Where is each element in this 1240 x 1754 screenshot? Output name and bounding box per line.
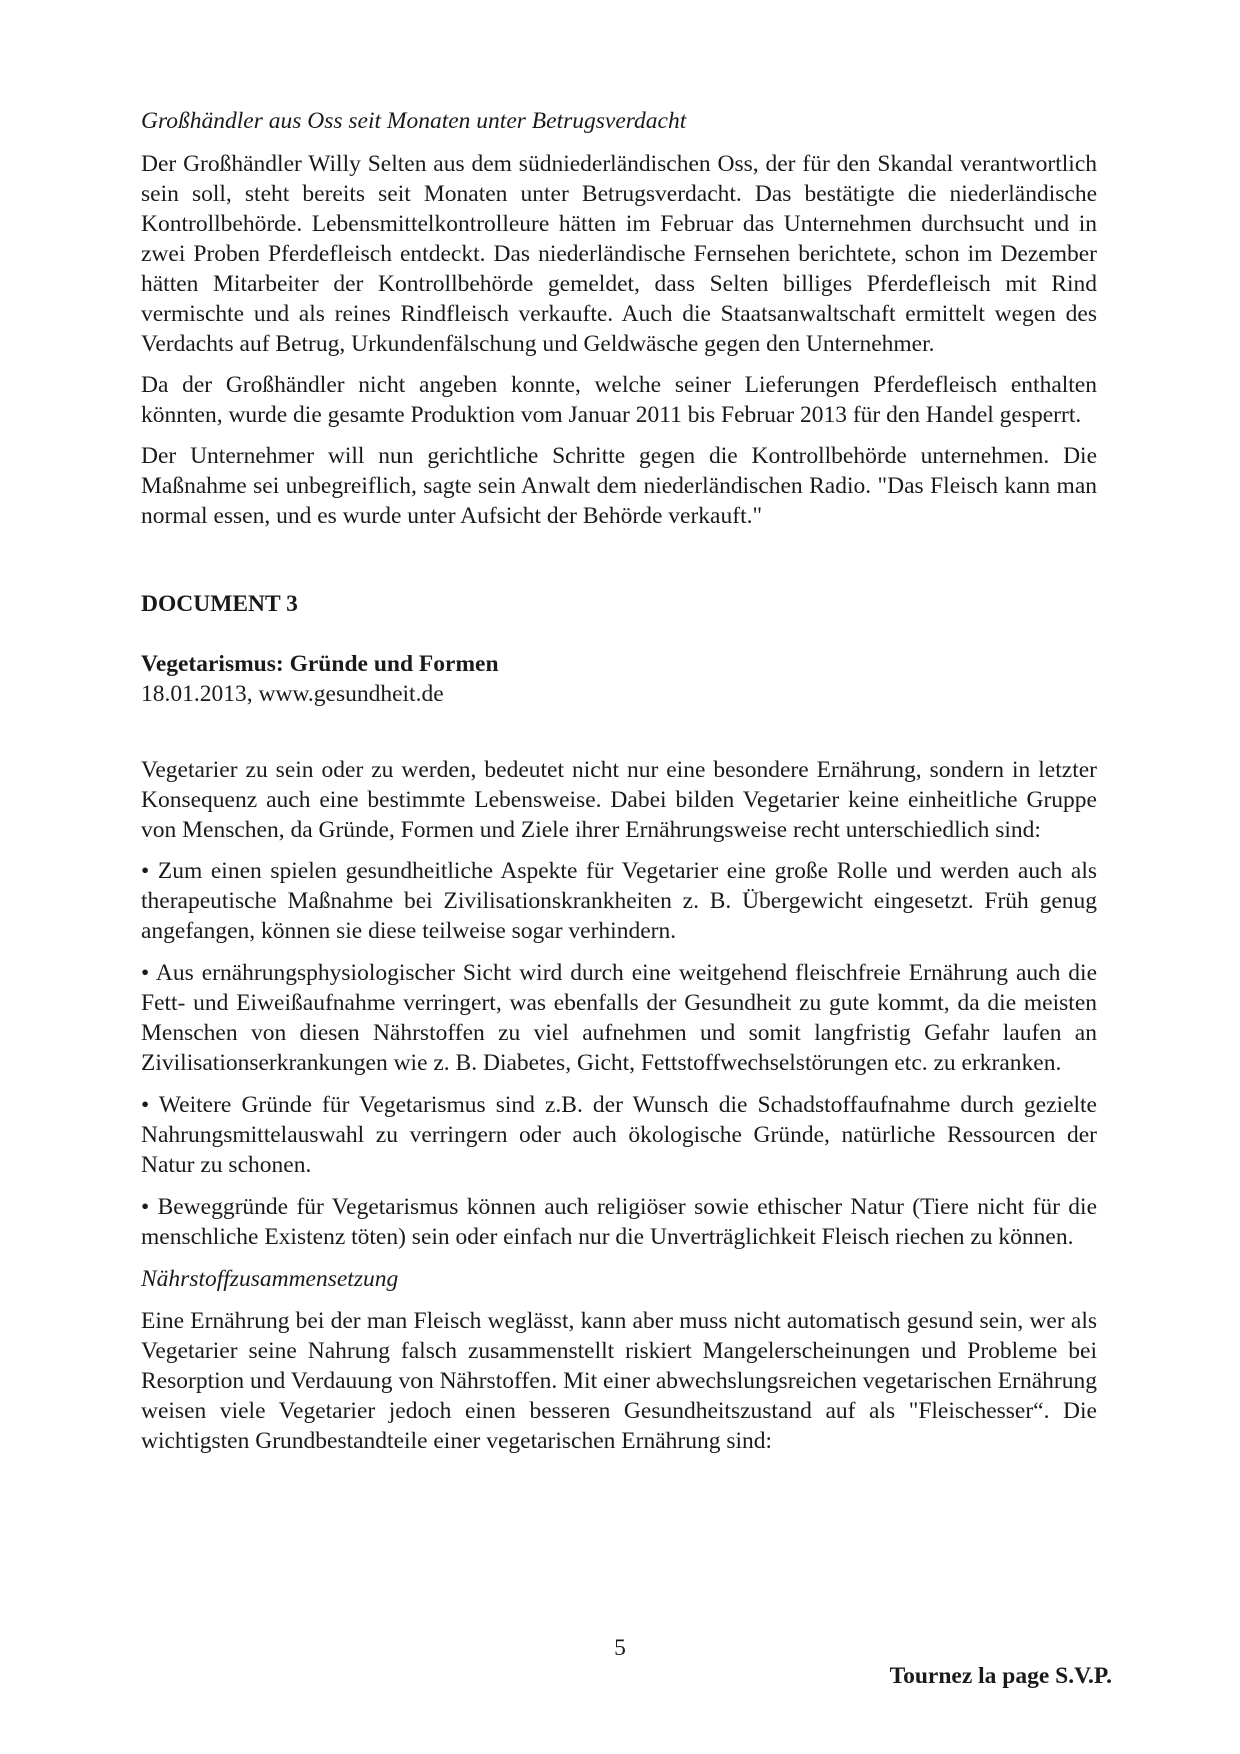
document-label: DOCUMENT 3 [141, 591, 298, 617]
paragraph: Der Großhändler Willy Selten aus dem südniederländischen Oss, der für den Skandal verantwortlich sein soll, steht bereits seit Monaten unter Betrugsverdacht. Das bestätigte die niederländische Kontrollbehörde. Lebensmittelkontrolleure hätten im Februar das Unternehmen durchsucht und in zwei Proben Pferdefleisch entdeckt. Das niederländische Fernsehen berichtete, schon im Dezember hätten Mitarbeiter der Kontrollbehörde gemeldet, dass Selten billiges Pferdefleisch mit Rind vermischte und als reines Rindfleisch verkaufte. Auch die Staatsanwaltschaft ermittelt wegen des Verdachts auf Betrug, Urkundenfälschung und Geldwäsche gegen den Unternehmer. [141, 151, 1097, 357]
bullet-item: • Beweggründe für Vegetarismus können auch religiöser sowie ethischer Natur (Tiere nicht für die menschliche Existenz töten) sein oder einfach nur die Unverträglichkeit Fleisch riechen zu können. [141, 1194, 1097, 1250]
closing-paragraph: Eine Ernährung bei der man Fleisch weglässt, kann aber muss nicht automatisch gesund sein, wer als Vegetarier seine Nahrung falsch zusammenstellt riskiert Mangelerscheinungen und Probleme bei Resorption und Verdauung von Nährstoffen. Mit einer abwechslungsreichen vegetarischen Ernährung weisen viele Vegetarier jedoch einen besseren Gesundheitszustand auf als "Fleischesser“. Die wichtigsten Grundbestandteile einer vegetarischen Ernährung sind: [141, 1308, 1097, 1454]
paragraph: Der Unternehmer will nun gerichtliche Schritte gegen die Kontrollbehörde unternehmen. Die Maßnahme sei unbegreiflich, sagte sein Anwalt dem niederländischen Radio. "Das Fleisch kann man normal essen, und es wurde unter Aufsicht der Behörde verkauft." [141, 443, 1097, 529]
page-number: 5 [614, 1635, 626, 1661]
article-meta: 18.01.2013, www.gesundheit.de [141, 681, 444, 707]
paragraph: Da der Großhändler nicht angeben konnte, welche seiner Lieferungen Pferdefleisch enthalten könnten, wurde die gesamte Produktion vom Januar 2011 bis Februar 2013 für den Handel gesperrt. [141, 372, 1097, 428]
turn-page-note: Tournez la page S.V.P. [889, 1663, 1112, 1689]
subheading: Nährstoffzusammensetzung [141, 1266, 399, 1292]
document-page [141, 106, 1097, 1467]
section-heading: Großhändler aus Oss seit Monaten unter Betrugsverdacht [141, 108, 687, 134]
intro-paragraph: Vegetarier zu sein oder zu werden, bedeutet nicht nur eine besondere Ernährung, sondern in letzter Konsequenz auch eine bestimmte Lebensweise. Dabei bilden Vegetarier keine einheitliche Gruppe von Menschen, da Gründe, Formen und Ziele ihrer Ernährungsweise recht unterschiedlich sind: [141, 757, 1097, 843]
bullet-item: • Weitere Gründe für Vegetarismus sind z.B. der Wunsch die Schadstoffaufnahme durch gezielte Nahrungsmittelauswahl zu verringern oder auch ökologische Gründe, natürliche Ressourcen der Natur zu schonen. [141, 1092, 1097, 1178]
article-title: Vegetarismus: Gründe und Formen [141, 651, 499, 677]
bullet-item: • Zum einen spielen gesundheitliche Aspekte für Vegetarier eine große Rolle und werden auch als therapeutische Maßnahme bei Zivilisationskrankheiten z. B. Übergewicht eingesetzt. Früh genug angefangen, können sie diese teilweise sogar verhindern. [141, 858, 1097, 944]
bullet-item: • Aus ernährungsphysiologischer Sicht wird durch eine weitgehend fleischfreie Ernährung auch die Fett- und Eiweißaufnahme verringert, was ebenfalls der Gesundheit zu gute kommt, da die meisten Menschen von diesen Nährstoffen zu viel aufnehmen und somit langfristig Gefahr laufen an Zivilisationserkrankungen wie z. B. Diabetes, Gicht, Fettstoffwechselstörungen etc. zu erkranken. [141, 960, 1097, 1076]
